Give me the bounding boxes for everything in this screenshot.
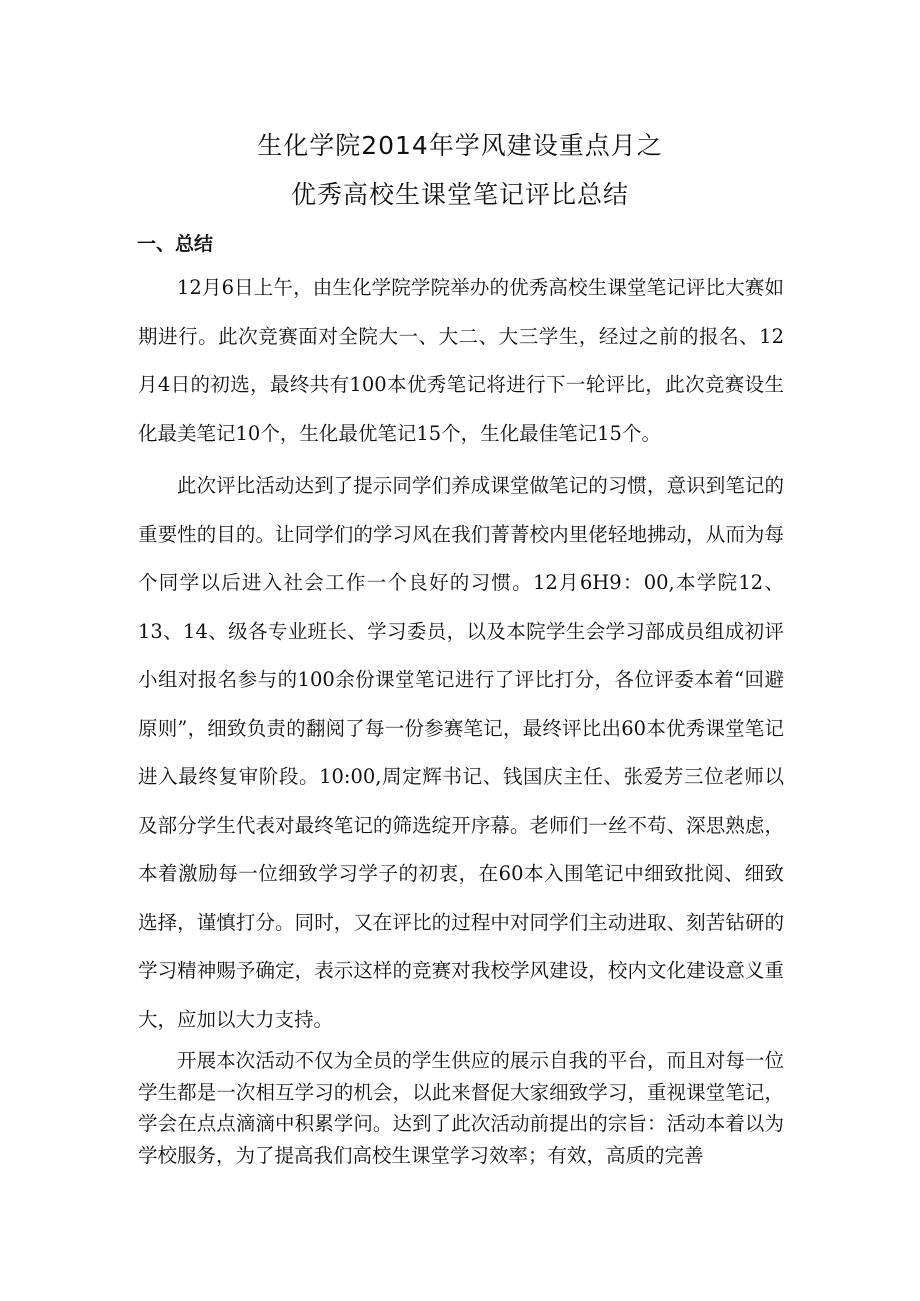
- section-heading: 一、总结: [137, 233, 214, 255]
- paragraph-1: 12月6日上午，由生化学院学院举办的优秀高校生课堂笔记评比大赛如期进行。此次竞赛面对全院大一、大二、大三学生，经过之前的报名、12月4日的初选，最终共有100本优秀笔记将进行下一轮评比，此次竞赛设生化最美笔记10个，生化最优笔记15个，生化最佳笔记15个。: [138, 276, 784, 445]
- document-title-line-1: 生化学院2014年学风建设重点月之: [257, 131, 663, 160]
- document-title-line-2: 优秀高校生课堂笔记评比总结: [290, 180, 629, 209]
- paragraph-3: 开展本次活动不仅为全员的学生供应的展示自我的平台，而且对每一位学生都是一次相互学习的机会，以此来督促大家细致学习，重视课堂笔记，学会在点点滴滴中积累学问。达到了此次活动前提出的宗旨：活动本着以为学校服务，为了提高我们高校生课堂学习效率；有效，高质的完善: [138, 1049, 784, 1167]
- paragraph-2: 此次评比活动达到了提示同学们养成课堂做笔记的习惯，意识到笔记的重要性的目的。让同学们的学习风在我们菁菁校内里佬轻地拂动，从而为每个同学以后进入社会工作一个良好的习惯。12月6H9：00,本学院12、13、14、级各专业班长、学习委员，以及本院学生会学习部成员组成初评小组对报名参与的100余份课堂笔记进行了评比打分，各位评委本着“回避原则”，细致负责的翻阅了每一份参赛笔记，最终评比出60本优秀课堂笔记进入最终复审阶段。10:00,周定辉书记、钱国庆主任、张爱芳三位老师以及部分学生代表对最终笔记的筛选绽开序幕。老师们一丝不苟、深思熟虑，本着激励每一位细致学习学子的初衷，在60本入围笔记中细致批阅、细致选择，谨慎打分。同时，又在评比的过程中对同学们主动进取、刻苦钻研的学习精神赐予确定，表示这样的竞赛对我校学风建设，校内文化建设意义重大，应加以大力支持。: [138, 474, 784, 1031]
